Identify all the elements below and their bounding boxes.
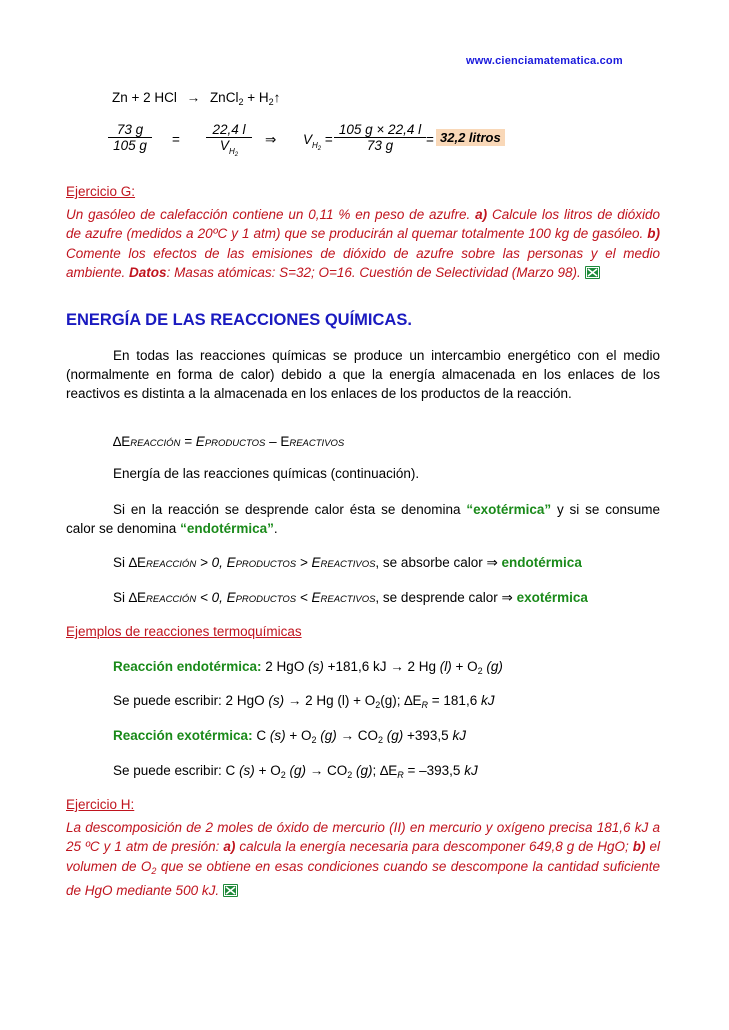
endo-l: (l) — [439, 659, 452, 674]
ejercicio-g-text-1: Un gasóleo de calefacción contiene un 0,11 % en peso de azufre. — [66, 207, 476, 222]
endo-eq-2: +181,6 kJ → 2 Hg — [323, 659, 440, 674]
equals-1: = — [172, 132, 180, 147]
reaction-reactants: Zn + 2 HCl — [112, 90, 177, 105]
solution-link-icon[interactable] — [585, 266, 600, 279]
reaction-products-sub: 2 — [238, 97, 244, 107]
fraction-1 — [108, 122, 152, 153]
cond1-sub: REACCIÓN — [146, 559, 197, 570]
cond1-si: Si — [113, 555, 129, 570]
write2-g: (g) — [285, 763, 306, 778]
vh2-sub: H — [228, 147, 235, 156]
exo-endo-text-3: . — [273, 521, 278, 536]
endo-example — [113, 659, 503, 676]
endo-word: “endotérmica” — [180, 521, 274, 536]
cond1-rest: , se absorbe calor ⇒ — [375, 555, 502, 570]
exo-eq-3: → CO — [336, 728, 378, 743]
formula-sub-reactivos: REACTIVOS — [289, 438, 345, 449]
endo-eq-3: + O — [451, 659, 478, 674]
fraction-1-denominator: 105 g — [113, 138, 147, 153]
exo-eq-4: +393,5 — [403, 728, 453, 743]
ejercicio-g-title[interactable]: Ejercicio G: — [66, 184, 136, 199]
write1-sub: 2 — [375, 700, 381, 710]
reaction-h2-sub: 2 — [268, 97, 274, 107]
write2-kj: kJ — [464, 763, 478, 778]
cond1-sub2: PRODUCTOS — [235, 559, 297, 570]
formula-sub-productos: PRODUCTOS — [204, 438, 266, 449]
vh2-main: V — [303, 132, 313, 147]
equals-2: = — [324, 132, 333, 147]
ejercicio-g-text-3: Comente los efectos de las emisiones de dióxido de azufre sobre las personas y el medio ambiente. — [66, 245, 660, 280]
write2-g2: (g) — [352, 763, 373, 778]
formula-mid: = E — [180, 434, 205, 449]
ejercicio-h-text-4: que se obtiene en esas condiciones cuando se descompone la cantidad suficiente de HgO mediante 500 kJ. — [66, 858, 661, 898]
vh2-label — [303, 132, 333, 152]
write1-a: Se puede escribir: 2 HgO — [113, 693, 269, 708]
cond2-rest: , se desprende calor ⇒ — [375, 590, 517, 605]
cond2-sub3: REACTIVOS — [320, 594, 376, 605]
exo-eq-1: C — [252, 728, 270, 743]
cond2-cmp: < 0, E — [196, 590, 236, 605]
section-paragraph: En todas las reacciones químicas se produce un intercambio energético con el medio (normalmente en forma de calor) debido a que la energía almacenada en los enlaces de los reactivos es distinta a la almacenada en los enlaces de los productos de la reacción. — [66, 348, 660, 401]
exo-s: (s) — [269, 728, 286, 743]
write2-e: = –393,5 — [403, 763, 465, 778]
write1-kj: kJ — [480, 693, 495, 708]
exo-g: (g) — [316, 728, 337, 743]
ejercicio-g-b-label: b) — [647, 226, 660, 242]
continuation-line: Energía de las reacciones químicas (continuación). — [113, 466, 420, 481]
write2-b: + O — [254, 763, 281, 778]
write2-sub: 2 — [280, 770, 286, 780]
cond2-delta: ∆E — [128, 590, 147, 605]
write1-d: = 181,6 — [428, 693, 481, 708]
reaction-plus-h2: + H — [247, 90, 269, 105]
ejercicio-g-text-2: Calcule los litros de dióxido de azufre (medidos a 20ºC y 1 atm) que se producirán al quemar totalmente 100 kg de gasóleo. — [66, 207, 660, 242]
condition-exo — [113, 590, 588, 606]
ejercicio-h-text-3: el volumen de O — [66, 839, 660, 874]
fraction-2-numerator: 22,4 l — [212, 122, 246, 137]
reaction-arrow: → — [186, 90, 201, 105]
cond2-lt: < E — [296, 590, 321, 605]
cond2-sub2: PRODUCTOS — [235, 594, 297, 605]
ejercicio-h-b-label: b) — [632, 839, 646, 855]
write2-r: R — [397, 770, 404, 780]
condition-endo — [113, 555, 582, 571]
cond1-gt: > E — [296, 555, 321, 570]
reaction-zn-hcl — [112, 90, 280, 107]
cond2-si: Si — [113, 590, 129, 605]
fraction-1-numerator: 73 g — [116, 122, 144, 137]
ejercicio-h-title[interactable]: Ejercicio H: — [66, 797, 135, 812]
cond2-sub: REACCIÓN — [146, 594, 197, 605]
endo-eq-1: 2 HgO — [261, 659, 309, 674]
vh2-main-sub: H — [312, 141, 318, 150]
formula-delta: ∆E — [113, 434, 131, 449]
fraction-2 — [206, 122, 252, 158]
cond1-cmp: > 0, E — [196, 555, 236, 570]
exo-example — [113, 728, 466, 745]
write2-c: → CO — [305, 763, 348, 778]
exo-example-label: Reacción exotérmica: — [113, 728, 253, 743]
fraction-3 — [334, 122, 426, 153]
header-url[interactable]: www.cienciamatematica.com — [466, 55, 623, 67]
write1-r: R — [421, 700, 429, 710]
ejercicio-g-datos-label: Datos — [129, 264, 167, 280]
write2-a: Se puede escribir: C — [113, 763, 240, 778]
section-heading: ENERGÍA DE LAS REACCIONES QUÍMICAS. — [66, 311, 412, 329]
exo-endo-text-1: Si en la reacción se desprende calor ésta se denomina — [113, 502, 467, 517]
ejercicio-h-a-label: a) — [223, 839, 236, 855]
implies-icon: ⇒ — [265, 132, 277, 147]
exo-kj: kJ — [452, 728, 466, 743]
energy-formula — [113, 434, 344, 449]
formula-minus: – E — [265, 434, 290, 449]
cond2-result: exotérmica — [516, 590, 588, 605]
exo-sub2: 2 — [378, 735, 384, 745]
ejercicio-h-text — [66, 818, 660, 900]
ejercicio-h-o-sub: 2 — [151, 865, 157, 876]
formula-sub-reaccion: REACCIÓN — [130, 438, 181, 449]
cond1-result: endotérmica — [501, 555, 582, 570]
cond1-delta: ∆E — [128, 555, 147, 570]
exo-endo-paragraph — [66, 500, 660, 538]
fraction-3-denominator: 73 g — [366, 138, 394, 153]
vh2-symbol: V — [219, 138, 229, 153]
cond1-sub3: REACTIVOS — [320, 559, 376, 570]
ejercicio-g-text — [66, 205, 660, 282]
write-exo — [113, 763, 478, 780]
equals-3: = — [426, 132, 434, 147]
fraction-3-numerator: 105 g × 22,4 l — [338, 122, 422, 137]
ejercicio-g-text-4: : Masas atómicas: S=32; O=16. Cuestión de Selectividad (Marzo 98). — [166, 264, 585, 280]
ejercicio-h-text-2: calcula la energía necesaria para descomponer 649,8 g de HgO; — [235, 839, 633, 855]
write2-sub2: 2 — [347, 770, 353, 780]
ejemplos-title[interactable]: Ejemplos de reacciones termoquímicas — [66, 624, 302, 639]
write2-d: ; ∆E — [372, 763, 398, 778]
ejercicio-h-text-1: La descomposición de 2 moles de óxido de mercurio (II) en mercurio y oxígeno precisa 181,6 kJ a 25 ºC y 1 atm de presión: — [66, 820, 660, 855]
exo-sub: 2 — [311, 735, 317, 745]
write-endo — [113, 693, 494, 710]
write2-s: (s) — [239, 763, 255, 778]
vh2-main-subsub: 2 — [317, 146, 322, 152]
exo-g2: (g) — [383, 728, 404, 743]
endo-example-label: Reacción endotérmica: — [113, 659, 262, 674]
gas-arrow-icon: ↑ — [273, 90, 281, 105]
fraction-2-denominator — [206, 138, 252, 158]
endo-s: (s) — [308, 659, 324, 674]
result-box: 32,2 litros — [436, 129, 505, 146]
exo-eq-2: + O — [285, 728, 312, 743]
write1-s: (s) — [268, 693, 285, 708]
vh2-subsub: 2 — [234, 152, 239, 158]
reaction-products: ZnCl — [209, 90, 239, 105]
exo-endo-text-2: y si se consume calor se denomina — [66, 502, 660, 536]
endo-o-sub: 2 — [477, 666, 483, 676]
ejercicio-g-a-label: a) — [475, 207, 488, 222]
endo-g: (g) — [482, 659, 503, 674]
write1-c: (g); ∆E — [380, 693, 422, 708]
solution-link-icon[interactable] — [223, 884, 238, 897]
write1-b: → 2 Hg (l) + O — [284, 693, 376, 708]
exo-word: “exotérmica” — [466, 502, 552, 517]
